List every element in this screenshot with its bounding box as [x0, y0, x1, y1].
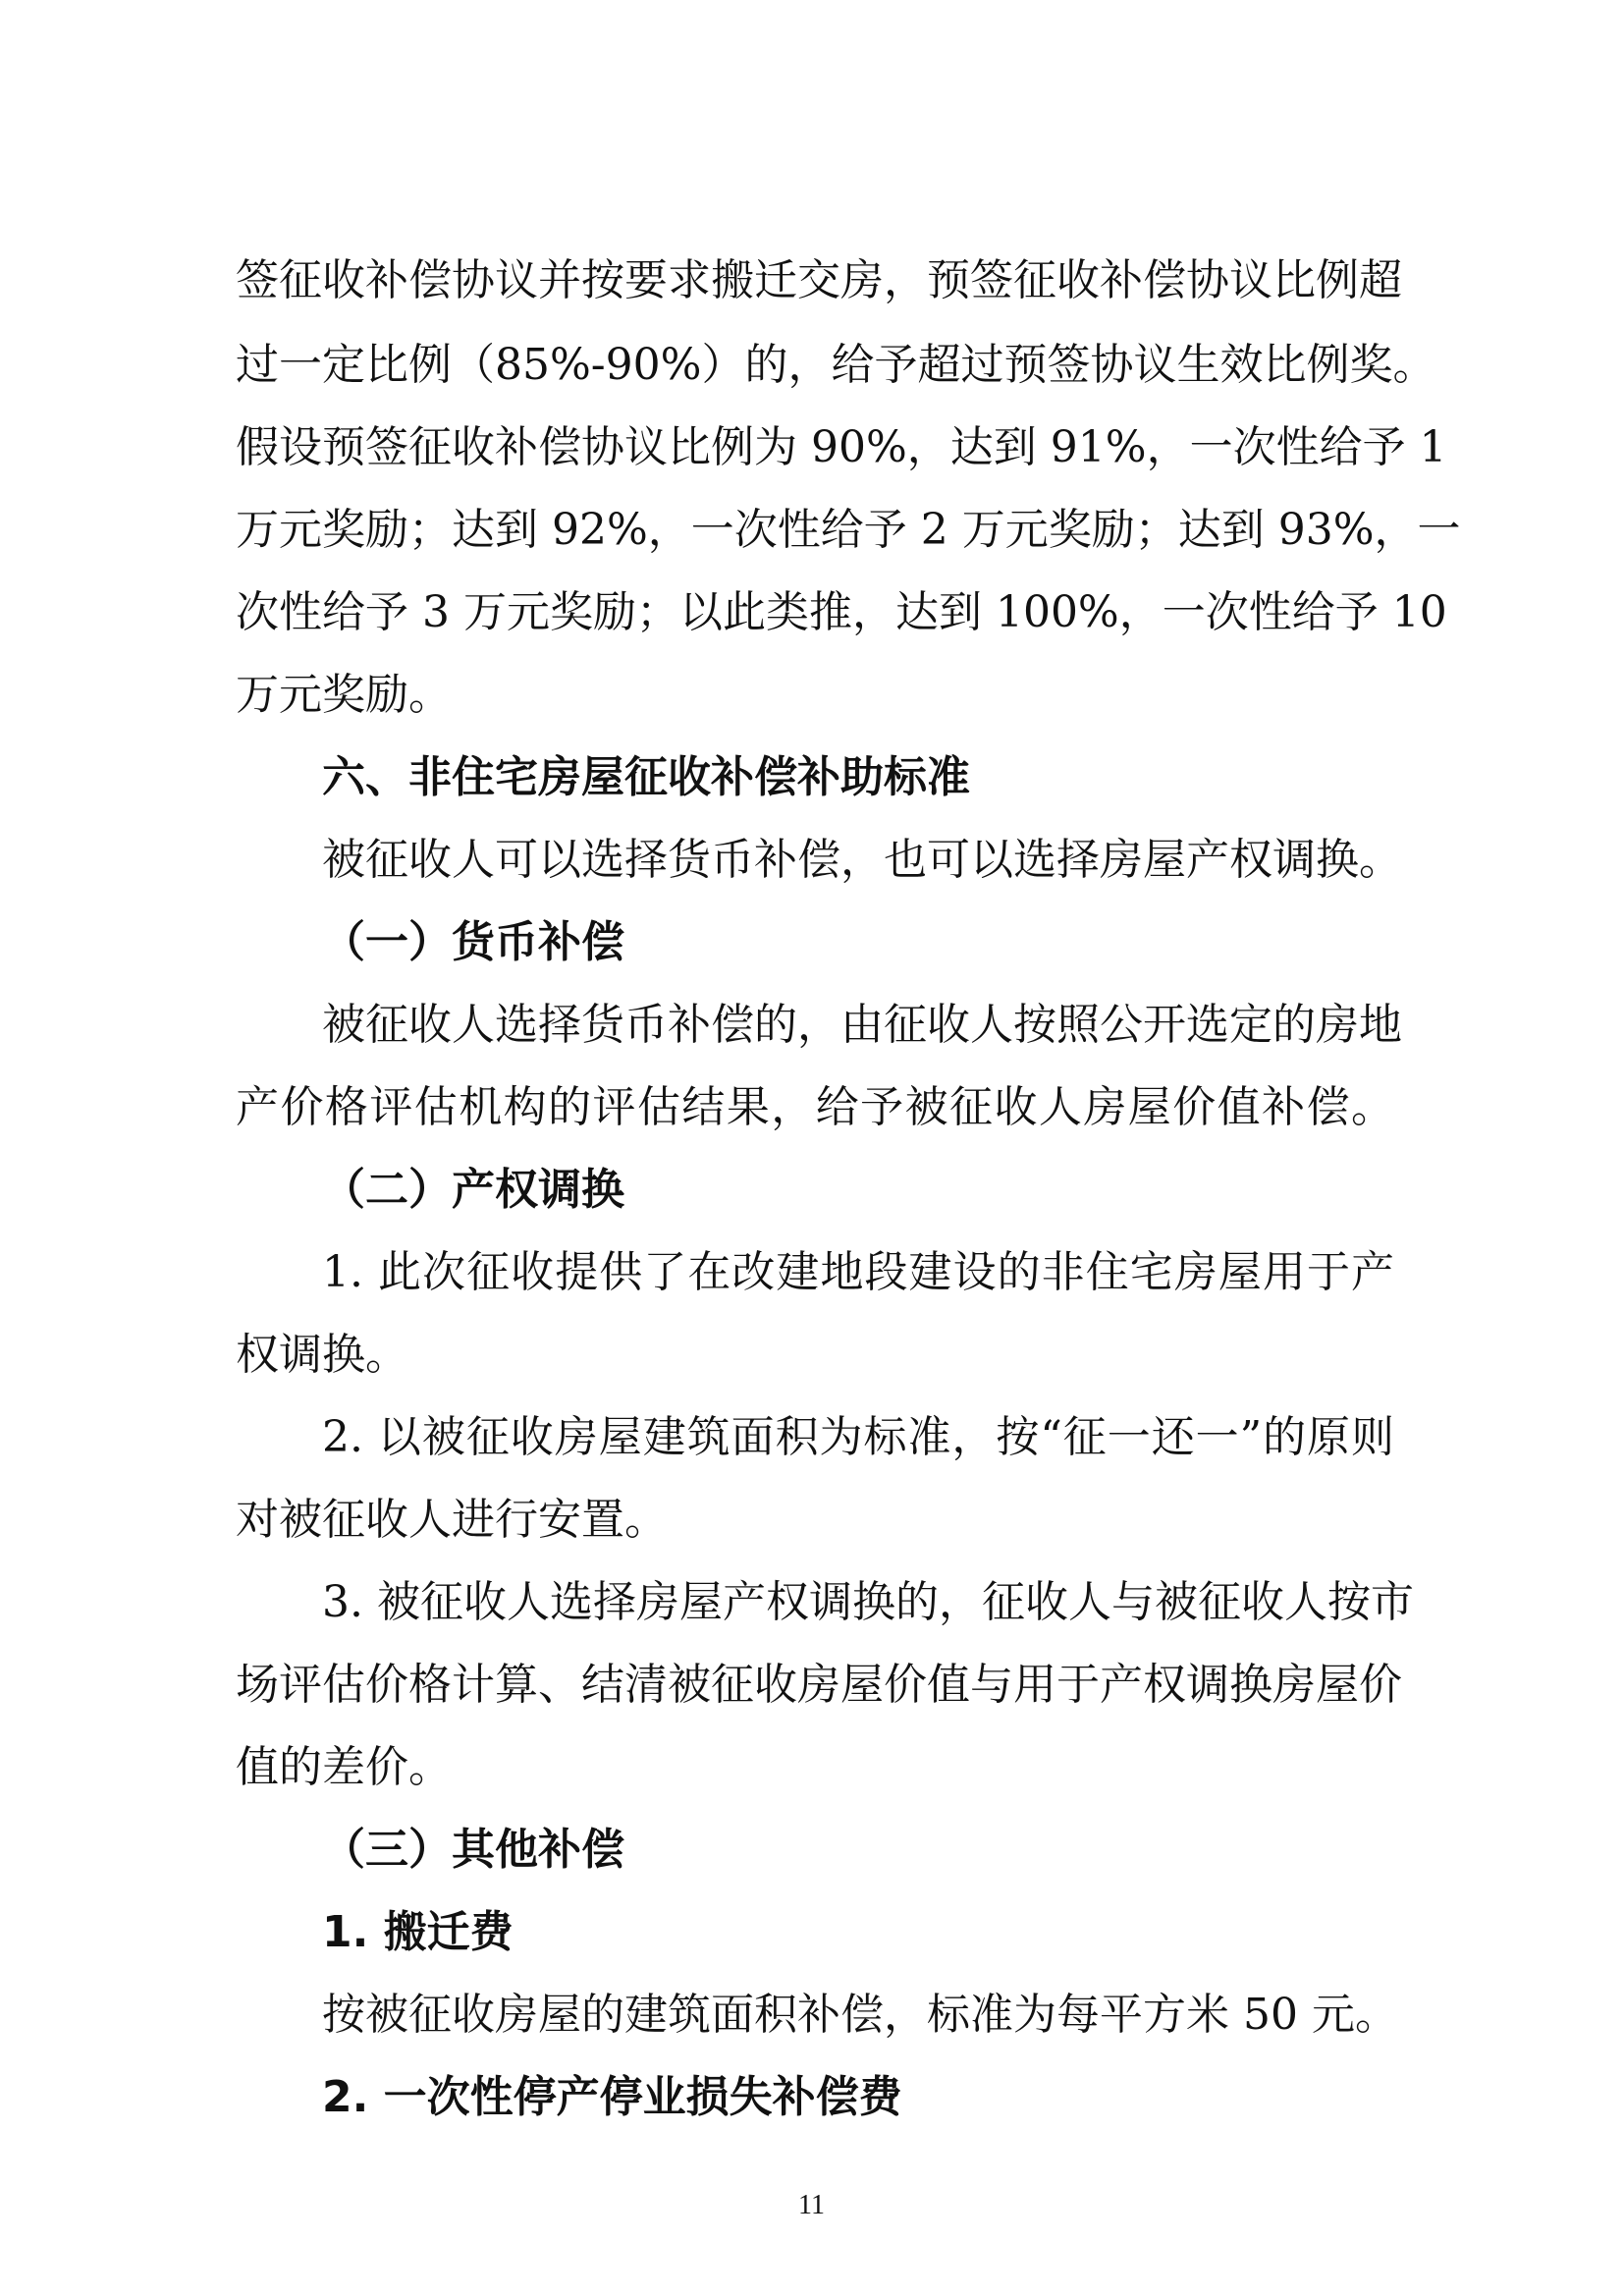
- item-heading: 2. 一次性停产停业损失补偿费: [322, 2072, 902, 2122]
- paragraph-line: 被征收人选择货币补偿的，由征收人按照公开选定的房地: [322, 1000, 1402, 1050]
- list-item-line: 3. 被征收人选择房屋产权调换的，征收人与被征收人按市: [322, 1577, 1414, 1627]
- paragraph-line: 万元奖励；达到 92%，一次性给予 2 万元奖励；达到 93%，一: [236, 505, 1461, 555]
- paragraph-line: 签征收补偿协议并按要求搬迁交房，预签征收补偿协议比例超: [236, 255, 1402, 305]
- paragraph-line: 万元奖励。: [236, 670, 452, 720]
- list-item-line: 对被征收人进行安置。: [236, 1495, 668, 1545]
- list-item-line: 场评估价格计算、结清被征收房屋价值与用于产权调换房屋价: [236, 1660, 1402, 1710]
- list-item-line: 1. 此次征收提供了在改建地段建设的非住宅房屋用于产: [322, 1247, 1394, 1297]
- paragraph-line: 产价格评估机构的评估结果，给予被征收人房屋价值补偿。: [236, 1082, 1394, 1132]
- list-item-line: 值的差价。: [236, 1742, 452, 1792]
- section-heading: 六、非住宅房屋征收补偿补助标准: [322, 752, 970, 802]
- list-item-line: 2. 以被征收房屋建筑面积为标准，按“征一还一”的原则: [322, 1412, 1394, 1462]
- paragraph-line: 次性给予 3 万元奖励；以此类推，达到 100%，一次性给予 10: [236, 587, 1447, 637]
- subsection-heading: （三）其他补偿: [322, 1825, 624, 1875]
- paragraph-line: 按被征收房屋的建筑面积补偿，标准为每平方米 50 元。: [322, 1990, 1398, 2040]
- subsection-heading: （一）货币补偿: [322, 917, 624, 967]
- paragraph-line: 过一定比例（85%-90%）的，给予超过预签协议生效比例奖。: [236, 340, 1436, 390]
- paragraph-line: 假设预签征收补偿协议比例为 90%，达到 91%，一次性给予 1: [236, 422, 1447, 472]
- page-number: 11: [798, 2190, 825, 2220]
- subsection-heading: （二）产权调换: [322, 1165, 624, 1215]
- section-intro: 被征收人可以选择货币补偿，也可以选择房屋产权调换。: [322, 835, 1402, 885]
- item-heading: 1. 搬迁费: [322, 1907, 514, 1957]
- list-item-line: 权调换。: [236, 1330, 408, 1380]
